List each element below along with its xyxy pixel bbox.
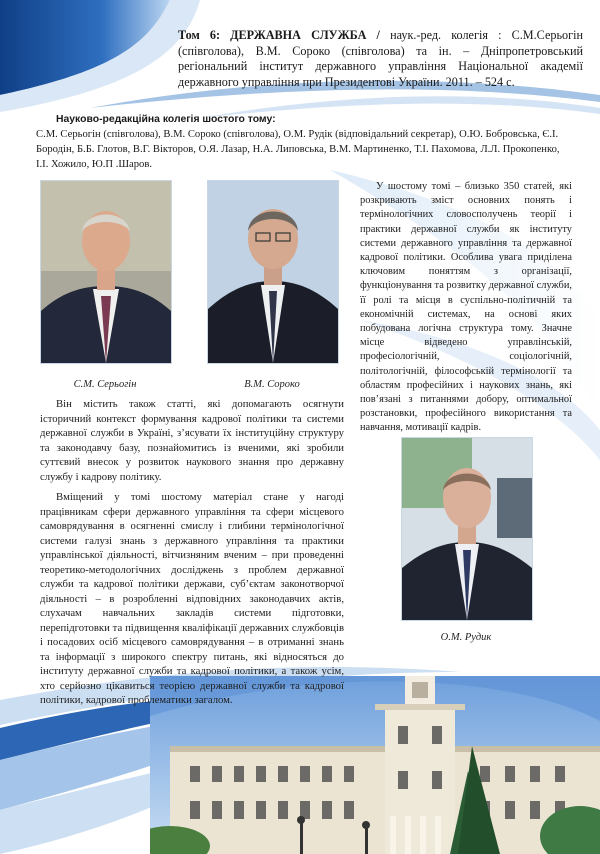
volume-description: наук.-ред. колегія : С.М.Серьогін (співголова), В.М. Сороко (співголова) та ін. – Дніпропетровський регіональний інститут державного управління Національної академії державного управління при Президентові України. 2011. – 524 с. [178,28,584,89]
board-title: Науково-редакційна колегія шостого тому: [56,114,276,125]
paragraph-historical-context: Він містить також статті, які допомагають осягнути історичний контекст формування кадрової політики та системи державної служби в Україні, з’ясувати їх інституційну структуру та законодавчу базу, познайомитись із вченими, які зробили суттєвий внесок у розвиток наукового знання про державну службу і кадрову політику. [40,398,344,483]
photo-rudik [401,437,533,621]
caption-rudik: О.М. Рудик [440,632,492,643]
paragraph-volume-content: У шостому томі – близько 350 статей, які розкривають зміст основних понять і термінологічних словосполучень теорії і практики державної служби як інституту системи державного управління та державної кадрової політики. Особлива увага приділена ключовим поняттям з організації, функціонування та розвитку державної служби, її ролі та місця в суспільно-політичній та економічній системах, на основі яких побудована логічна структура тому. Значне місце відведено управлінській, професіологічній, соціологічній, політологічній, філософській термінології та областям професійних і наукових знань, які пов’язані з питаннями добору, оптимальної розстановки, професійного використання та навчання, мотивації кадрів. [360,181,573,434]
board-members: С.М. Серьогін (співголова), В.М. Сороко (співголова), О.М. Рудік (відповідальний секретар), О.Ю. Бобровська, Є.І. Бородін, Б.Б. Глотов, В.Г. Вікторов, О.Я. Лазар, Н.А. Липовська, В.М. Мартиненко, Т.І. Пахомова, Л.Л. Прокопенко, І.І. Хожило, Ю.П .Шаров. [36,129,560,170]
caption-soroko: В.М. Сороко [244,379,300,390]
book-header [178,28,583,90]
title-separator: / [366,28,391,42]
photo-soroko [207,180,339,364]
caption-serogin: С.М. Серьогін [73,379,137,390]
paragraph-target-audience: Вміщений у томі шостому матеріал стане у нагоді працівникам сфери державного управління та сфери місцевого самоврядування в осягненні смислу і глибини термінологічної системи галузі знань з державного управління та практики управлінської діяльності, вітчизняним вченим – при проведенні теоретико-методологічних досліджень з проблем державної служби та кадрової політики держави, суб’єктам законотворчої діяльності – в розробленні відповідних законодавчих актів, слухачам навчальних закладів системи підготовки, перепідготовки та підвищення кваліфікації державних службовців і посадових осіб місцевого самоврядування – в отриманні знань та інформації з широкого спектру питань, які відносяться до інституту державної служби та кадрової політики, а також усім, хто серйозно цікавиться теорією державної служби та кадрової політики, кадрової проблематики загалом. [40,491,344,706]
editorial-board [36,112,566,172]
photo-serogin [40,180,172,364]
volume-title: Том 6: ДЕРЖАВНА СЛУЖБА [178,28,367,42]
